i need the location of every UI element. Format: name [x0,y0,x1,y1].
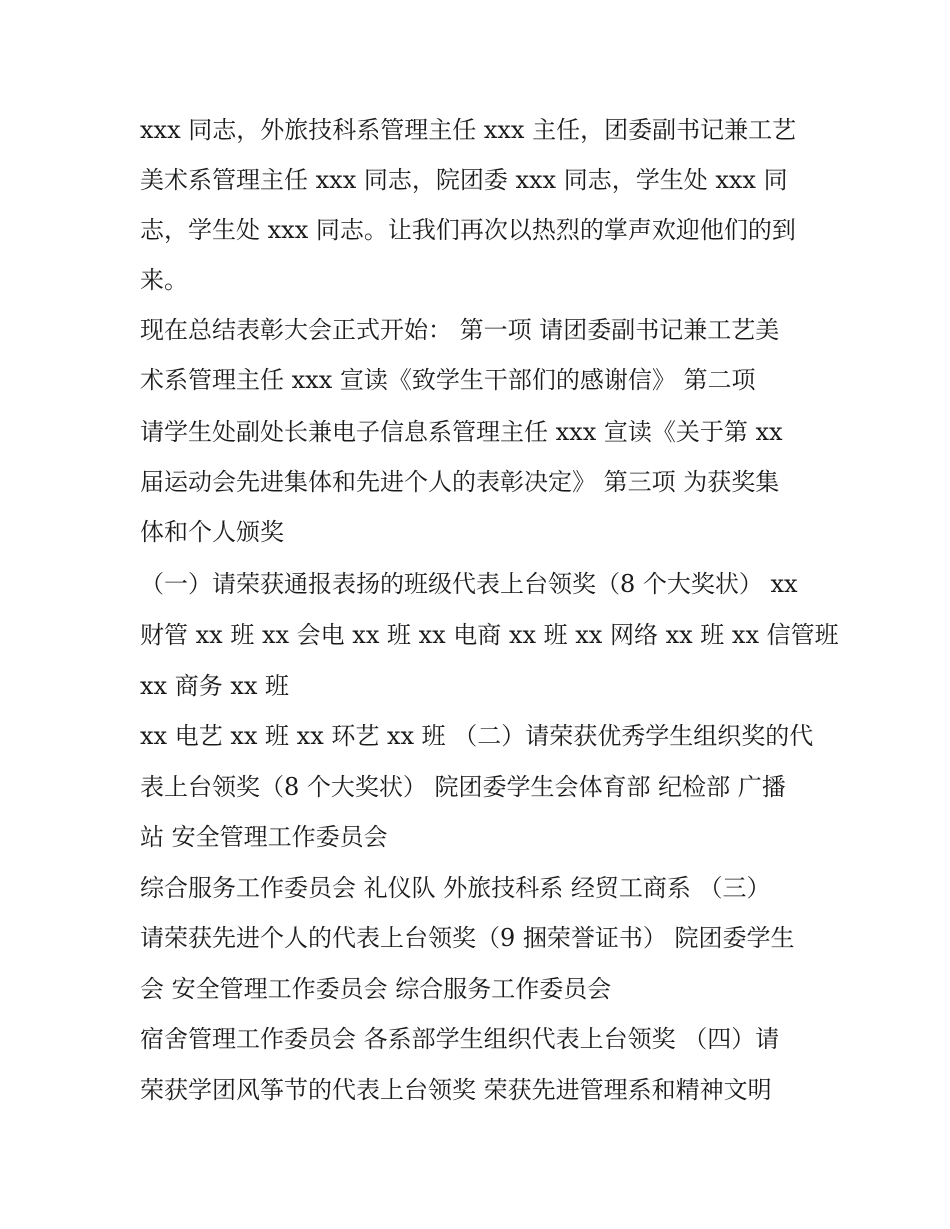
text-line: 表上台领奖（8 个大奖状） 院团委学生会体育部 纪检部 广播 [140,773,786,801]
text-line: 体和个人颁奖 [140,518,284,546]
text-line: 术系管理主任 xxx 宣读《致学生干部们的感谢信》 第二项 [140,366,756,394]
text-line: 来。 [140,266,188,294]
text-line: 站 安全管理工作委员会 [140,823,388,851]
text-line: 现在总结表彰大会正式开始： 第一项 请团委副书记兼工艺美 [140,316,780,344]
text-line: 请荣获先进个人的代表上台领奖（9 捆荣誉证书） 院团委学生 [140,924,795,952]
text-line: 届运动会先进集体和先进个人的表彰决定》 第三项 为获奖集 [140,468,780,496]
text-line: 综合服务工作委员会 礼仪队 外旅技科系 经贸工商系 （三） [140,874,771,902]
text-line: 请学生处副处长兼电子信息系管理主任 xxx 宣读《关于第 xx [140,418,783,446]
text-line: （一）请荣获通报表扬的班级代表上台领奖（8 个大奖状） xx [140,570,798,598]
text-line: xx 商务 xx 班 [140,672,290,700]
text-line: xx 电艺 xx 班 xx 环艺 xx 班 （二）请荣获优秀学生组织奖的代 [140,722,814,750]
text-line: 荣获学团风筝节的代表上台领奖 荣获先进管理系和精神文明 [140,1076,772,1104]
text-line: 美术系管理主任 xxx 同志，院团委 xxx 同志，学生处 xxx 同 [140,166,788,194]
text-line: 会 安全管理工作委员会 综合服务工作委员会 [140,975,612,1003]
text-line: 财管 xx 班 xx 会电 xx 班 xx 电商 xx 班 xx 网络 xx 班 xx 信管班 [140,621,839,649]
text-line: xxx 同志，外旅技科系管理主任 xxx 主任，团委副书记兼工艺 [140,116,797,144]
text-line: 宿舍管理工作委员会 各系部学生组织代表上台领奖 （四）请 [140,1025,780,1053]
text-line: 志，学生处 xxx 同志。让我们再次以热烈的掌声欢迎他们的到 [140,216,796,244]
